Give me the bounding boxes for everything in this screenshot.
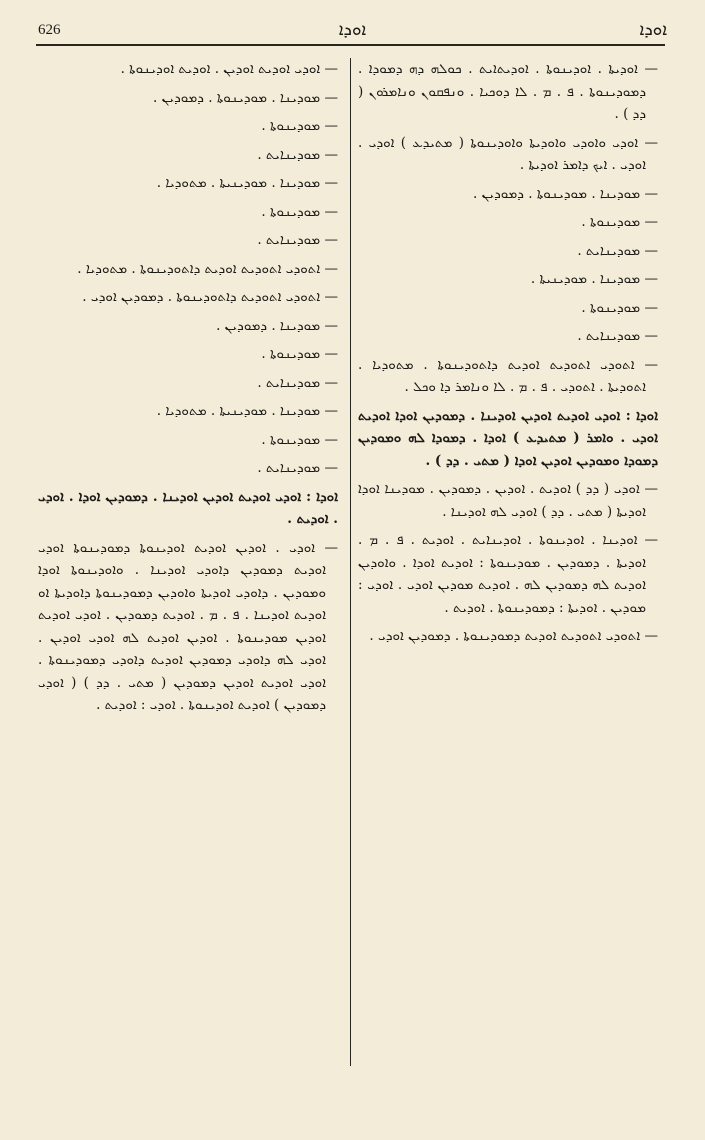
entry: — ܡܘܕܝܢܘܬܐ . bbox=[261, 431, 338, 448]
entry: — ܡܘܕܝܢܐ . ܡܘܕܝܢܝܬܐ . bbox=[530, 271, 658, 287]
entry: — ܐܘܕܝܢܐ . ܐܘܕܝܢܘܬܐ . ܐܘܕܝܢܐܝܬ . ܐܘܕܝܬ . ܦ . ܡ . ܐܘܕܝܬܐ . ܕܡܘܕܝܢ . ܡܘܕܝܢܘܬܐ : ܐܘܕܝܬ ܐܘܕܐ . ܘܐܘܕܝܢ ܐܘܕܝܬ ܠܗ ܕܡܘܕܝܢ ܠܗ . ܐܘܕܝܬ ܡܘܕܝܢ ܐܘܕܝ . ܐܘܕܝ : ܡܘܕܝܢ . ܐܘܕܝܬܐ : ܕܡܘܕܝܢܘܬܐ . ܐܘܕܝܬ . bbox=[358, 532, 658, 616]
entry: — ܡܘܕܝܢܐ . ܕܡܘܕܝܢ . bbox=[216, 317, 338, 334]
entry: — ܡܘܕܝܢܐܝܬ . bbox=[577, 328, 658, 344]
entry: — ܐܘܕܝ ܐܘܕܝܬ ܐܘܕܝܢ . ܐܘܕܝܬ ܐܘܕܝܢܘܬܐ . bbox=[120, 61, 338, 77]
entry: — ܐܘܕܝ ܘܐܘܕܝ ܘܐܘܕܝܬܐ ܘܐܘܕܝܢܘܬܐ ( ܡܬܝܕܥ ) ܐܘܕܝ . ܐܘܕܝ . ܐܝܟ ܕܐܡܪ ܐܘܕܝܬܐ . bbox=[358, 134, 658, 173]
left-column bbox=[38, 58, 344, 723]
column-divider bbox=[350, 58, 351, 1066]
entry: — ܡܘܕܝܢܘܬܐ . bbox=[261, 203, 338, 220]
entry: — ܐܬܘܕܝ ܐܬܘܕܝܬ ܐܘܕܝܬ ܕܐܬܘܕܝܢܘܬܐ . ܡܬܘܕܝܐ . ܐܬܘܕܝܬܐ . ܐܬܘܕܝ . ܦ . ܡ . ܠܐ ܘܢܐܡܪ ܕܐ ܘܟܠ . bbox=[358, 356, 658, 395]
entry: — ܡܘܕܝܢܐܝܬ . bbox=[257, 232, 338, 248]
entry: — ܐܘܕܝܬܐ . ܐܘܕܝܢܘܬܐ . ܐܘܕܝܬܐܝܬ . ܟܘܠܗ ܕܗ ܕܡܘܕܐ . ܕܡܘܕܝܢܘܬܐ . ܦ . ܡ . ܠܐ ܕܘܟܝܐ . ܘܢܦܩܘܢ ܘܢܐܡܪܘܢ ( ܕܕ ) . bbox=[358, 61, 658, 122]
header-rule bbox=[36, 44, 665, 46]
running-head-right: ܐܘܕܐ bbox=[639, 20, 667, 40]
entry: — ܐܬܘܕܝ ܐܬܘܕܝܬ ܐܘܕܝܬ ܕܐܬܘܕܝܢܘܬܐ . ܡܬܘܕܝܐ . bbox=[77, 260, 338, 277]
entry: — ܡܘܕܝܢܘܬܐ . bbox=[261, 346, 338, 362]
entry: — ܡܘܕܝܢܐ . ܡܘܕܝܢܘܬܐ . ܕܡܘܕܝܢ . bbox=[153, 89, 338, 106]
entry: — ܐܬܘܕܝ ܐܬܘܕܝܬ ܐܘܕܝܬ ܕܡܘܕܝܢܘܬܐ . ܕܡܘܕܝܢ ܐܘܕܝ . bbox=[369, 628, 658, 644]
page-number: 626 bbox=[38, 22, 61, 38]
right-column bbox=[358, 58, 664, 654]
headword-entry: ܐܘܕܐ : ܐܘܕܝ ܐܘܕܝܬ ܐܘܕܝܢ ܐܘܕܝܢܐ . ܕܡܘܕܝܢ ܐܘܕܐ ܐܘܕܝܬ ܐܘܕܝ . ܘܐܡܪ ( ܡܬܝܕܥ ) ܐܘܕܐ . ܕܡܘܕܐ ܠܗ ܘܡܘܕܝܢ ܕܡܘܕܐ ܘܡܘܕܝܢ ܐܘܕܝܢ ܐܘܕܐ ( ܡܬܝ . ܕܕ ) . bbox=[358, 407, 658, 469]
entry: — ܡܘܕܝܢܐܝܬ . bbox=[257, 146, 338, 163]
entry: — ܡܘܕܝܢܐ . ܡܘܕܝܢܘܬܐ . ܕܡܘܕܝܢ . bbox=[473, 185, 658, 202]
headword-entry: ܐܘܕܐ : ܐܘܕܝ ܐܘܕܝܬ ܐܘܕܝܢ ܐܘܕܝܢܐ . ܕܡܘܕܝܢ ܐܘܕܐ . ܐܘܕܝ . ܐܘܕܝܬ . bbox=[38, 488, 338, 527]
entry: — ܡܘܕܝܢܐܝܬ . bbox=[257, 374, 338, 391]
entry: — ܡܘܕܝܢܐܝܬ . bbox=[577, 242, 658, 259]
entry: — ܡܘܕܝܢܐ . ܡܘܕܝܢܝܬܐ . ܡܬܘܕܝܐ . bbox=[156, 175, 338, 191]
entry: — ܡܘܕܝܢܐܝܬ . bbox=[257, 460, 338, 476]
entry: — ܐܘܕܝ . ܐܘܕܝܢ ܐܘܕܝܬ ܐܘܕܝܢܘܬܐ ܕܡܘܕܝܢܘܬܐ ܐܘܕܝ ܐܘܕܝܬ ܕܡܘܕܝܢ ܕܐܘܕܝ ܐܘܕܝܢܐ . ܘܐܘܕܝܢܘܬܐ ܐܘܕܐ ܘܡܘܕܝܢ . ܕܐܘܕܝ ܐܘܕܝܬܐ ܘܐܘܕܝܢ ܕܡܘܕܝܢܘܬܐ ܕܐܘܕܝܬܐ ܐܘ ܐܘܕܝܬ ܐܘܕܝܢܐ . ܦ . ܡ . ܐܘܕܝܬ ܕܡܘܕܝܢ . ܐܘܕܝ ܐܘܕܝܬ ܐܘܕܝܢ ܡܘܕܝܢܘܬܐ . ܐܘܕܝܢ ܐܘܕܝܬ ܠܗ ܐܘܕܝ ܐܘܕܝܢ . ܐܘܕܝ ܠܗ ܕܐܘܕܝ ܕܡܘܕܝܢ ܐܘܕܝܬ ܕܐܘܕܝ ܕܡܘܕܝܢܘܬܐ . ܐܘܕܝ ܐܘܕܝܬ ܐܘܕܝܢ ܕܡܘܕܝܢ ( ܡܬܝ . ܕܕ ) ( ܐܘܕܝ ܕܡܘܕܝܢ ) ܐܘܕܝܬ ܐܘܕܝܢܘܬܐ . ܐܘܕܝ : ܐܘܕܝܬ . bbox=[38, 539, 338, 713]
entry: — ܡܘܕܝܢܘܬܐ . bbox=[581, 299, 658, 316]
entry: — ܡܘܕܝܢܘܬܐ . bbox=[581, 214, 658, 230]
running-head-center: ܐܘܕܐ bbox=[338, 20, 367, 40]
entry: — ܐܬܘܕܝ ܐܬܘܕܝܬ ܕܐܬܘܕܝܢܘܬܐ . ܕܡܘܕܝܢ ܐܘܕܝ . bbox=[82, 289, 338, 305]
entry: — ܡܘܕܝܢܐ . ܡܘܕܝܢܝܬܐ . ܡܬܘܕܝܐ . bbox=[156, 403, 338, 419]
page-header bbox=[38, 18, 667, 44]
entry: — ܡܘܕܝܢܘܬܐ . bbox=[261, 118, 338, 134]
entry: — ܐܘܕܝ ( ܕܕ ) ܐܘܕܝܬ . ܐܘܕܝܢ . ܕܡܘܕܝܢ . ܡܘܕܝܢܐ ܐܘܕܐ ܐܘܕܝܬܐ ( ܡܬܝ . ܕܕ ) ܐܘܕܝ ܠܗ ܐܘܕܝܢܐ . bbox=[358, 481, 658, 520]
